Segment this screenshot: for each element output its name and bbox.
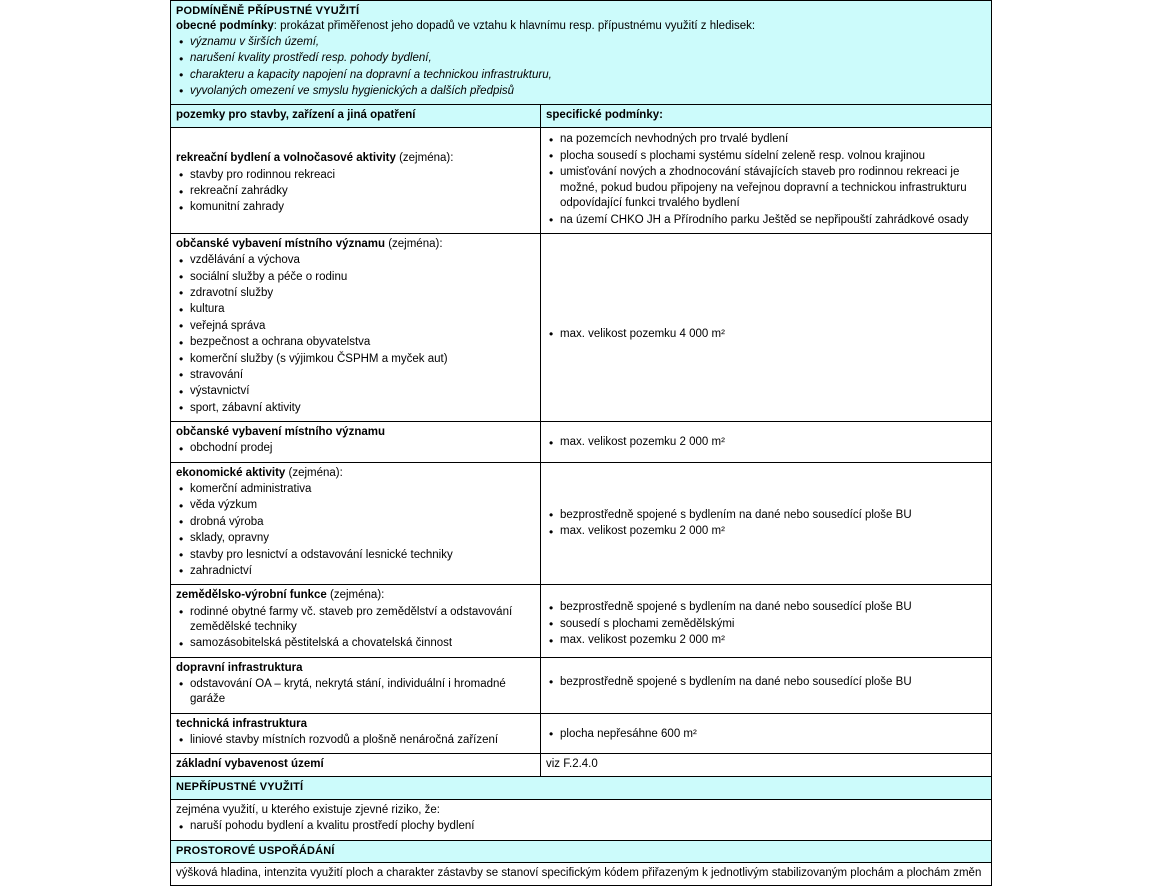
list-item: • rodinné obytné farmy vč. staveb pro zemědělství a odstavování zemědělské techniky — [190, 605, 535, 636]
table-row — [171, 585, 992, 657]
table-row — [171, 713, 992, 754]
row-right-cell — [541, 422, 992, 463]
list-item: • bezprostředně spojené s bydlením na dané nebo sousedící ploše BU — [560, 675, 986, 690]
table-row — [171, 233, 992, 421]
list-item: • stavby pro lesnictví a odstavování lesnické techniky — [190, 548, 535, 563]
inadmissible-list — [176, 819, 986, 834]
row-left-list — [176, 677, 535, 708]
row-right-list — [546, 727, 986, 742]
list-item: • vzdělávání a výchova — [190, 253, 535, 268]
list-item: • významu v širších území, — [190, 35, 986, 50]
conditional-use-heading: PODMÍNĚNĚ PŘÍPUSTNÉ VYUŽITÍ — [176, 5, 360, 17]
row-right-list — [546, 327, 986, 342]
general-conditions-list — [176, 35, 986, 100]
basic-equipment-label: základní vybavenost území — [171, 754, 541, 777]
row-left-list — [176, 168, 535, 216]
list-item: • veřejná správa — [190, 319, 535, 334]
row-left-cell — [171, 713, 541, 754]
regulation-table — [170, 0, 992, 886]
row-title-text: ekonomické aktivity — [176, 466, 286, 479]
row-title-text: rekreační bydlení a volnočasové aktivity — [176, 152, 396, 165]
row-right-list — [546, 675, 986, 690]
list-item: • kultura — [190, 302, 535, 317]
row-left-list — [176, 733, 535, 748]
row-left-list — [176, 605, 535, 652]
list-item: • plocha sousedí s plochami systému sídelní zeleně resp. volnou krajinou — [560, 149, 986, 164]
row-title-suffix: (zejména): — [395, 152, 454, 165]
row-left-cell — [171, 657, 541, 713]
list-item: • umisťování nových a zhodnocování stávajících staveb pro rodinnou rekreaci je možné, pokud budou připojeny na veřejnou dopravní a technickou infrastrukturu odpovídající funkci trvalého bydlení — [560, 165, 986, 211]
list-item: • charakteru a kapacity napojení na dopravní a technickou infrastrukturu, — [190, 68, 986, 83]
list-item: • komerční administrativa — [190, 482, 535, 497]
row-title-suffix: (zejména): — [385, 237, 443, 250]
list-item: • obchodní prodej — [190, 441, 535, 456]
row-title — [176, 588, 535, 603]
row-left-cell — [171, 585, 541, 657]
list-item: • komerční služby (s výjimkou ČSPHM a myček aut) — [190, 352, 535, 367]
row-title: dopravní infrastruktura — [176, 661, 303, 674]
section-spatial-heading — [171, 840, 992, 863]
list-item: • na pozemcích nevhodných pro trvalé bydlení — [560, 132, 986, 147]
row-left-list — [176, 441, 535, 456]
table-row — [171, 128, 992, 233]
list-item: • sklady, opravny — [190, 531, 535, 546]
list-item: • sociální služby a péče o rodinu — [190, 270, 535, 285]
row-left-cell — [171, 128, 541, 233]
list-item: • vyvolaných omezení ve smyslu hygienických a dalších předpisů — [190, 84, 986, 99]
section-inadmissible-heading — [171, 777, 992, 800]
row-right-list — [546, 600, 986, 648]
row-left-list — [176, 482, 535, 579]
list-item: • zahradnictví — [190, 564, 535, 579]
section-inadmissible-body — [171, 799, 992, 840]
conditional-use-general — [176, 19, 986, 34]
row-right-cell — [541, 128, 992, 233]
row-left-cell — [171, 422, 541, 463]
list-item: • max. velikost pozemku 4 000 m² — [560, 327, 986, 342]
table-row — [171, 422, 992, 463]
header-left-cell: pozemky pro stavby, zařízení a jiná opatření — [171, 105, 541, 128]
row-right-cell — [541, 462, 992, 585]
section-conditional-use — [171, 1, 992, 105]
list-item: • liniové stavby místních rozvodů a plošně nenáročná zařízení — [190, 733, 535, 748]
row-right-list — [546, 508, 986, 540]
list-item: • bezprostředně spojené s bydlením na dané nebo sousedící ploše BU — [560, 600, 986, 615]
row-title — [176, 151, 535, 166]
inadmissible-cell — [171, 799, 992, 840]
list-item: • věda výzkum — [190, 498, 535, 513]
row-title — [176, 466, 535, 481]
list-item: • plocha nepřesáhne 600 m² — [560, 727, 986, 742]
row-title-suffix: (zejména): — [326, 589, 385, 602]
row-title-text: zemědělsko-výrobní funkce — [176, 589, 327, 602]
table-row — [171, 657, 992, 713]
list-item: • samozásobitelská pěstitelská a chovatelská činnost — [190, 636, 535, 651]
row-title: technická infrastruktura — [176, 717, 308, 730]
spatial-text: výšková hladina, intenzita využití ploch a charakter zástavby se stanoví specifickým kódem přiřazeným k jednotlivým stabilizovaným plochám a plochám změn — [171, 863, 992, 886]
list-item: • zdravotní služby — [190, 286, 535, 301]
table-row — [171, 462, 992, 585]
inadmissible-heading: NEPŘÍPUSTNÉ VYUŽITÍ — [171, 777, 992, 800]
row-left-cell — [171, 462, 541, 585]
regulation-document — [170, 0, 992, 886]
list-item: • drobná výroba — [190, 515, 535, 530]
row-right-cell — [541, 585, 992, 657]
row-left-cell — [171, 233, 541, 421]
list-item: • naruší pohodu bydlení a kvalitu prostředí plochy bydlení — [190, 819, 986, 834]
inadmissible-lead: zejména využití, u kterého existuje zjevné riziko, že: — [176, 803, 440, 816]
list-item: • max. velikost pozemku 2 000 m² — [560, 524, 986, 539]
row-left-list — [176, 253, 535, 416]
list-item: • rekreační zahrádky — [190, 184, 535, 199]
list-item: • výstavnictví — [190, 384, 535, 399]
row-right-cell — [541, 657, 992, 713]
table-header-row — [171, 105, 992, 128]
table-row-basic-equipment — [171, 754, 992, 777]
row-right-cell — [541, 713, 992, 754]
section-spatial-body — [171, 863, 992, 886]
row-right-list — [546, 435, 986, 450]
general-conditions-text: : prokázat přiměřenost jeho dopadů ve vztahu k hlavnímu resp. přípustnému využití z hledisek: — [273, 19, 756, 32]
list-item: • bezpečnost a ochrana obyvatelstva — [190, 335, 535, 350]
list-item: • max. velikost pozemku 2 000 m² — [560, 633, 986, 648]
list-item: • odstavování OA – krytá, nekrytá stání, individuální i hromadné garáže — [190, 677, 535, 708]
row-title — [176, 237, 535, 252]
list-item: • stravování — [190, 368, 535, 383]
row-right-list — [546, 132, 986, 227]
list-item: • sport, zábavní aktivity — [190, 401, 535, 416]
list-item: • komunitní zahrady — [190, 200, 535, 215]
general-conditions-label: obecné podmínky — [176, 19, 274, 32]
row-title: občanské vybavení místního významu — [176, 426, 385, 439]
row-title-text: občanské vybavení místního významu — [176, 237, 385, 250]
row-title-suffix: (zejména): — [285, 466, 343, 479]
list-item: • stavby pro rodinnou rekreaci — [190, 168, 535, 183]
header-right-cell: specifické podmínky: — [541, 105, 992, 128]
list-item: • na území CHKO JH a Přírodního parku Ještěd se nepřipouští zahrádkové osady — [560, 213, 986, 228]
list-item: • max. velikost pozemku 2 000 m² — [560, 435, 986, 450]
list-item: • narušení kvality prostředí resp. pohody bydlení, — [190, 51, 986, 66]
list-item: • sousedí s plochami zemědělskými — [560, 617, 986, 632]
conditional-use-cell — [171, 1, 992, 105]
list-item: • bezprostředně spojené s bydlením na dané nebo sousedící ploše BU — [560, 508, 986, 523]
basic-equipment-value: viz F.2.4.0 — [541, 754, 992, 777]
spatial-heading: PROSTOROVÉ USPOŘÁDÁNÍ — [171, 840, 992, 863]
row-right-cell — [541, 233, 992, 421]
